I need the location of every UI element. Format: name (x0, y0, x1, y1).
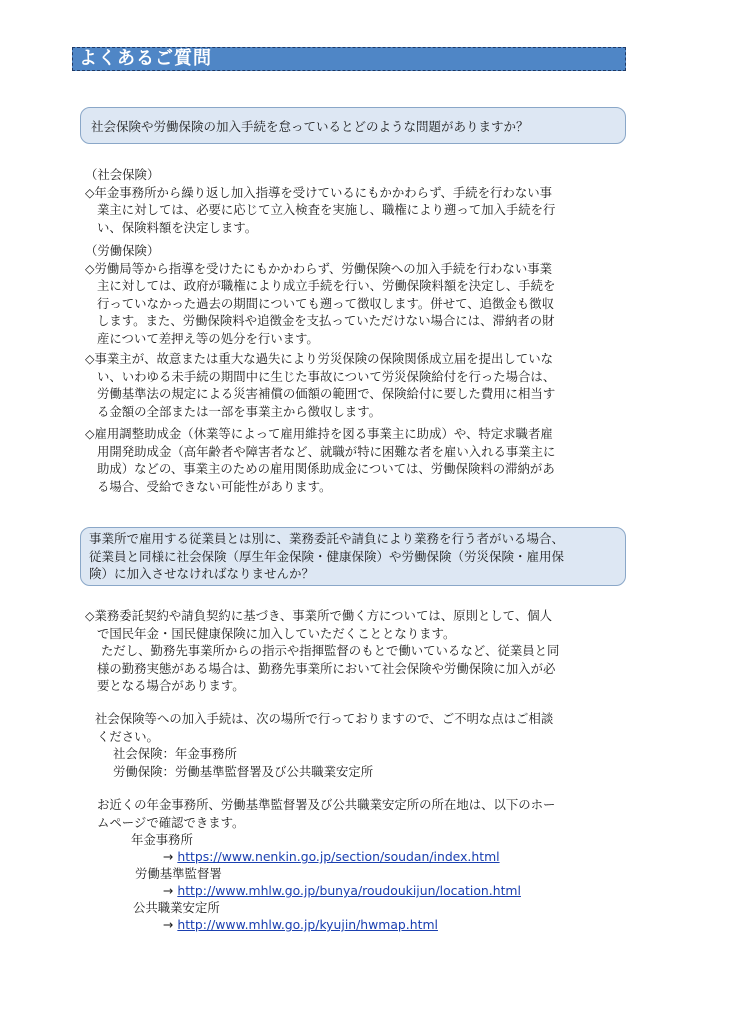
answer-line: 用開発助成金（高年齢者や障害者など、就職が特に困難な者を雇い入れる事業主に (97, 443, 556, 459)
place-labor: 労働保険：労働基準監督署及び公共職業安定所 (113, 763, 374, 779)
answer-line: る場合、受給できない可能性があります。 (97, 478, 332, 494)
link-roudoukijun[interactable]: http://www.mhlw.go.jp/bunya/roudoukijun/location.html (177, 883, 521, 898)
answer-line: い、保険料額を決定します。 (97, 219, 258, 235)
answer-line: ◇事業主が、故意または重大な過失により労災保険の保険関係成立届を提出していな (85, 351, 553, 366)
question-line: 従業員と同様に社会保険（厚生年金保険・健康保険）や労働保険（労災保険・雇用保 (89, 548, 565, 564)
link-label-kyujin: 公共職業安定所 (133, 900, 220, 915)
question-box-2 (80, 527, 626, 586)
place-social: 社会保険：年金事務所 (113, 746, 237, 761)
answer-line: ◇業務委託契約や請負契約に基づき、事業所で働く方については、原則として、個人 (85, 608, 552, 623)
answer-line: ◇雇用調整助成金（休業等によって雇用維持を図る事業主に助成）や、特定求職者雇 (85, 426, 553, 441)
answer-line: ただし、勤務先事業所からの指示や指揮監督のもとで働いているなど、従業員と同 (101, 643, 560, 658)
answer-line: で国民年金・国民健康保険に加入していただくこととなります。 (97, 625, 456, 641)
answer-line: お近くの年金事務所、労働基準監督署及び公共職業安定所の所在地は、以下のホー (97, 797, 556, 812)
answer-block-2 (85, 242, 633, 347)
question-line: 事業所で雇用する従業員とは別に、業務委託や請負により業務を行う者がいる場合、 (89, 531, 565, 546)
answer-line: 社会保険等への加入手続は、次の場所で行っておりますので、ご不明な点はご相談 (95, 711, 554, 726)
question-text: 社会保険や労働保険の加入手続を怠っているとどのような問題がありますか？ (91, 119, 529, 134)
answer-line: 行っていなかった過去の期間についても遡って徴収します。併せて、追徴金も徴収 (97, 295, 554, 311)
question-line: 険）に加入させなければなりませんか？ (89, 566, 315, 581)
answer-block-5 (85, 607, 633, 695)
answer-line: 産について差押え等の処分を行います。 (97, 330, 319, 346)
answer-line: 様の勤務実態がある場合は、勤務先事業所において社会保険や労働保険に加入が必 (97, 660, 556, 676)
answer-block-4 (85, 425, 633, 495)
link-row-kyujin (85, 916, 633, 933)
answer-block-3 (85, 350, 633, 420)
answer-line: 業主に対しては、必要に応じて立入検査を実施し、職権により遡って加入手続を行 (97, 202, 556, 217)
section-heading-social: （社会保険） (85, 167, 160, 182)
answer-line: 労働基準法の規定による災害補償の価額の範囲で、保険給付に要した費用に相当す (97, 386, 556, 401)
answer-line: ください。 (97, 728, 159, 744)
consult-block (85, 710, 633, 780)
answer-line: ムページで確認できます。 (97, 814, 245, 830)
answer-block-1 (85, 166, 633, 236)
page-title: よくあるご質問 (72, 47, 626, 71)
link-label-nenkin: 年金事務所 (131, 832, 193, 847)
arrow-icon: → (163, 849, 174, 864)
answer-line: 主に対しては、政府が職権により成立手続を行い、労働保険料額を決定し、手続を (97, 278, 556, 293)
answer-line: します。また、労働保険料や追徴金を支払っていただけない場合には、滞納者の財 (97, 313, 555, 328)
answer-line: 助成）などの、事業主のための雇用関係助成金については、労働保険料の滞納があ (97, 461, 555, 476)
answer-line: 要となる場合があります。 (97, 678, 245, 693)
answer-line: い、いわゆる未手続の期間中に生じた事故について労災保険給付を行った場合は、 (97, 368, 556, 384)
answer-line: ◇年金事務所から繰り返し加入指導を受けているにもかかわらず、手続を行わない事 (85, 184, 552, 200)
link-row-nenkin (85, 848, 633, 865)
arrow-icon: → (163, 883, 174, 898)
question-box-1 (80, 107, 626, 144)
answer-line: ◇労働局等から指導を受けたにもかかわらず、労働保険への加入手続を行わない事業 (85, 260, 552, 276)
link-label-roudou: 労働基準監督署 (135, 866, 222, 881)
locate-block (85, 796, 633, 933)
link-kyujin[interactable]: http://www.mhlw.go.jp/kyujin/hwmap.html (177, 917, 438, 932)
answer-line: る金額の全部または一部を事業主から徴収します。 (97, 403, 381, 419)
link-row-roudou (85, 882, 633, 899)
arrow-icon: → (163, 917, 174, 932)
link-nenkin[interactable]: https://www.nenkin.go.jp/section/soudan/index.html (177, 849, 500, 864)
section-heading-labor: （労働保険） (85, 243, 160, 258)
